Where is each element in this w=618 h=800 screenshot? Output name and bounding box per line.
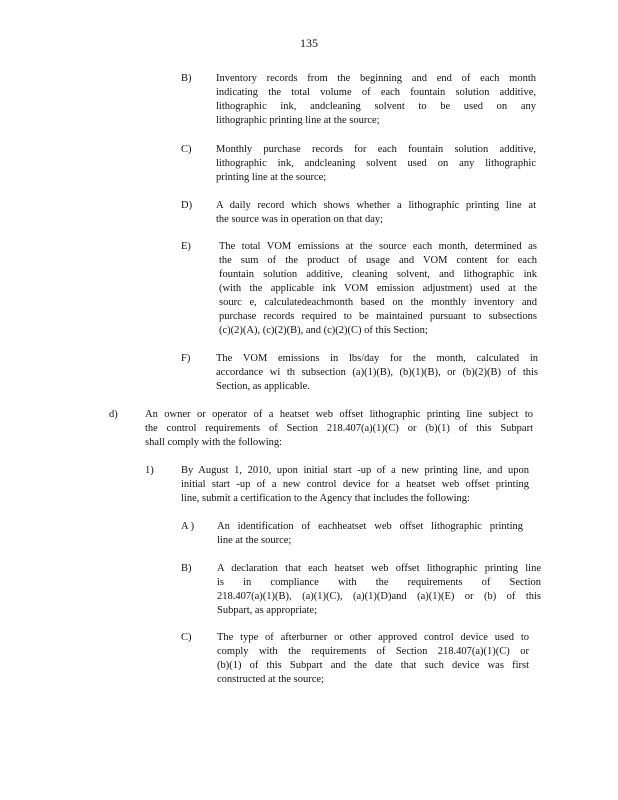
- item-text-line: A declaration that each heatset web offset lithographic printing line: [217, 563, 541, 574]
- item-text-line: shall comply with the following:: [145, 437, 283, 448]
- item-marker: C): [181, 632, 192, 643]
- item-marker: B): [181, 73, 192, 84]
- item-text-line: fountain solution additive, cleaning solvent, and lithographic ink: [219, 269, 537, 280]
- item-text-line: The type of afterburner or other approved control device used to: [217, 632, 529, 643]
- item-text-line: lithographic printing line at the source;: [216, 115, 380, 126]
- item-text-line: By August 1, 2010, upon initial start -up of a new printing line, and upon: [181, 465, 529, 476]
- item-text-line: Subpart, as appropriate;: [217, 605, 318, 616]
- item-text-line: the source was in operation on that day;: [216, 214, 384, 225]
- item-text-line: the control requirements of Section 218.407(a)(1)(C) or (b)(1) of this Subpart: [145, 423, 533, 434]
- item-text-line: (with the applicable ink VOM emission adjustment) used at the: [219, 283, 537, 294]
- item-text-line: (c)(2)(A), (c)(2)(B), and (c)(2)(C) of this Section;: [219, 325, 428, 336]
- item-text-line: line at the source;: [217, 535, 292, 546]
- item-marker: E): [181, 241, 191, 252]
- item-marker: D): [181, 200, 193, 211]
- item-marker: d): [109, 409, 118, 420]
- item-text-line: (b)(1) of this Subpart and the date that such device was first: [217, 660, 529, 671]
- item-text-line: Monthly purchase records for each fountain solution additive,: [216, 144, 536, 155]
- item-text-line: line, submit a certification to the Agency that includes the following:: [181, 493, 470, 504]
- item-text-line: lithographic ink, andcleaning solvent to be used on any: [216, 101, 536, 112]
- item-text-line: comply with the requirements of Section 218.407(a)(1)(C) or: [217, 646, 529, 657]
- item-text-line: accordance wi th subsection (a)(1)(B), (b)(1)(B), or (b)(2)(B) of this: [216, 367, 538, 378]
- item-marker: A ): [181, 521, 195, 532]
- item-text-line: initial start -up of a new control device for a heatset web offset printing: [181, 479, 529, 490]
- item-text-line: An owner or operator of a heatset web offset lithographic printing line subject to: [145, 409, 533, 420]
- item-text-line: Section, as applicable.: [216, 381, 310, 392]
- item-text-line: A daily record which shows whether a lithographic printing line at: [216, 200, 536, 211]
- item-text-line: purchase records required to be maintained pursuant to subsections: [219, 311, 537, 322]
- item-text-line: printing line at the source;: [216, 172, 327, 183]
- item-text-line: Inventory records from the beginning and end of each month: [216, 73, 536, 84]
- page-number: 135: [300, 36, 318, 50]
- item-text-line: constructed at the source;: [217, 674, 324, 685]
- item-text-line: An identification of eachheatset web offset lithographic printing: [217, 521, 523, 532]
- item-marker: 1): [145, 465, 154, 476]
- item-marker: C): [181, 144, 192, 155]
- item-text-line: is in compliance with the requirements of Section: [217, 577, 541, 588]
- item-text-line: 218.407(a)(1)(B), (a)(1)(C), (a)(1)(D)and (a)(1)(E) or (b) of this: [217, 591, 541, 602]
- item-text-line: sourc e, calculatedeachmonth based on the monthly inventory and: [219, 297, 537, 308]
- item-text-line: The VOM emissions in lbs/day for the month, calculated in: [216, 353, 538, 364]
- item-text-line: lithographic ink, andcleaning solvent used on any lithographic: [216, 158, 536, 169]
- item-text-line: The total VOM emissions at the source each month, determined as: [219, 241, 537, 252]
- item-text-line: indicating the total volume of each fountain solution additive,: [216, 87, 536, 98]
- item-marker: B): [181, 563, 192, 574]
- item-text-line: the sum of the product of usage and VOM content for each: [219, 255, 537, 266]
- item-marker: F): [181, 353, 191, 364]
